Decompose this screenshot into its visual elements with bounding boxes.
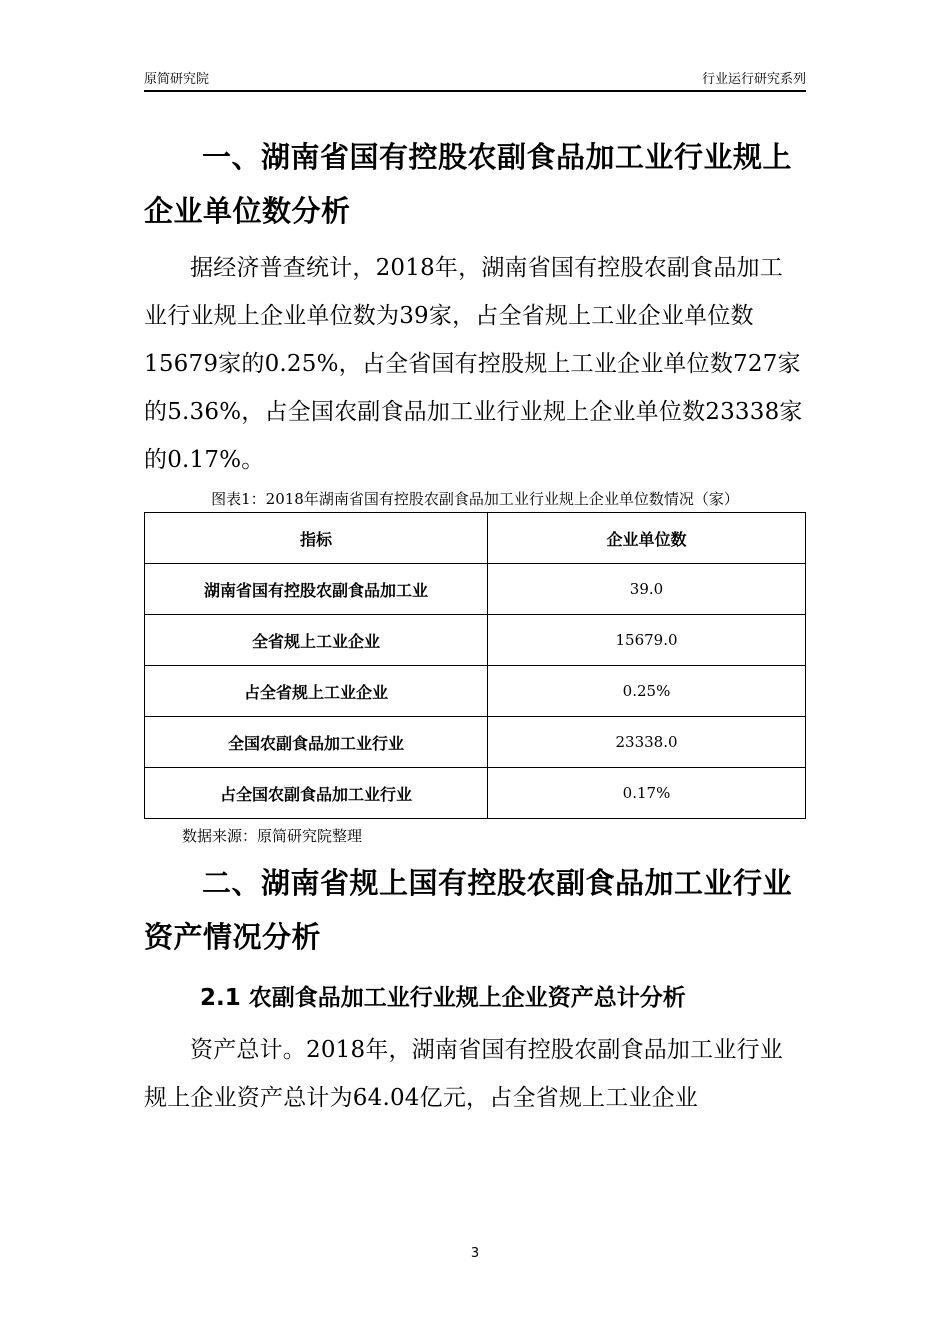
table-row-value: 0.17% (488, 768, 806, 819)
page-number: 3 (470, 1246, 480, 1261)
table-header-indicator: 指标 (145, 513, 488, 564)
table-header-row (145, 513, 806, 564)
table-row-value: 23338.0 (488, 717, 806, 768)
table-row-label: 全省规上工业企业 (145, 615, 488, 666)
section1-paragraph: 据经济普查统计，2018年，湖南省国有控股农副食品加工业行业规上企业单位数为39家，占全省规上工业企业单位数15679家的0.25%，占全省国有控股规上工业企业单位数727家的5.36%，占全国农副食品加工业行业规上企业单位数23338家的0.17%。 (144, 255, 803, 473)
table-row (145, 615, 806, 666)
table1 (144, 512, 806, 819)
table-row-value: 39.0 (488, 564, 806, 615)
table-row (145, 564, 806, 615)
table-row-value: 15679.0 (488, 615, 806, 666)
header-series-name: 行业运行研究系列 (701, 72, 806, 87)
table-row (145, 666, 806, 717)
table-row-label: 全国农副食品加工业行业 (145, 717, 488, 768)
header-org-name: 原简研究院 (144, 72, 210, 87)
table-header-count: 企业单位数 (488, 513, 806, 564)
table-row (145, 768, 806, 819)
table1-caption: 图表1：2018年湖南省国有控股农副食品加工业行业规上企业单位数情况（家） (211, 490, 739, 508)
section1-title: 一、湖南省国有控股农副食品加工业行业规上企业单位数分析 (144, 140, 793, 228)
subsection-title: 2.1 农副食品加工业行业规上企业资产总计分析 (200, 985, 686, 1011)
subsection-paragraph: 资产总计。2018年，湖南省国有控股农副食品加工业行业规上企业资产总计为64.04亿元，占全省规上工业企业 (144, 1037, 783, 1111)
table-row (145, 717, 806, 768)
table-row-label: 湖南省国有控股农副食品加工业 (145, 564, 488, 615)
section2-title: 二、湖南省规上国有控股农副食品加工业行业资产情况分析 (144, 866, 793, 954)
page-content (144, 130, 806, 1122)
table-row-label: 占全省规上工业企业 (145, 666, 488, 717)
table-row-value: 0.25% (488, 666, 806, 717)
page-header (144, 64, 806, 92)
table-row-label: 占全国农副食品加工业行业 (145, 768, 488, 819)
table1-source: 数据来源：原简研究院整理 (182, 827, 363, 845)
